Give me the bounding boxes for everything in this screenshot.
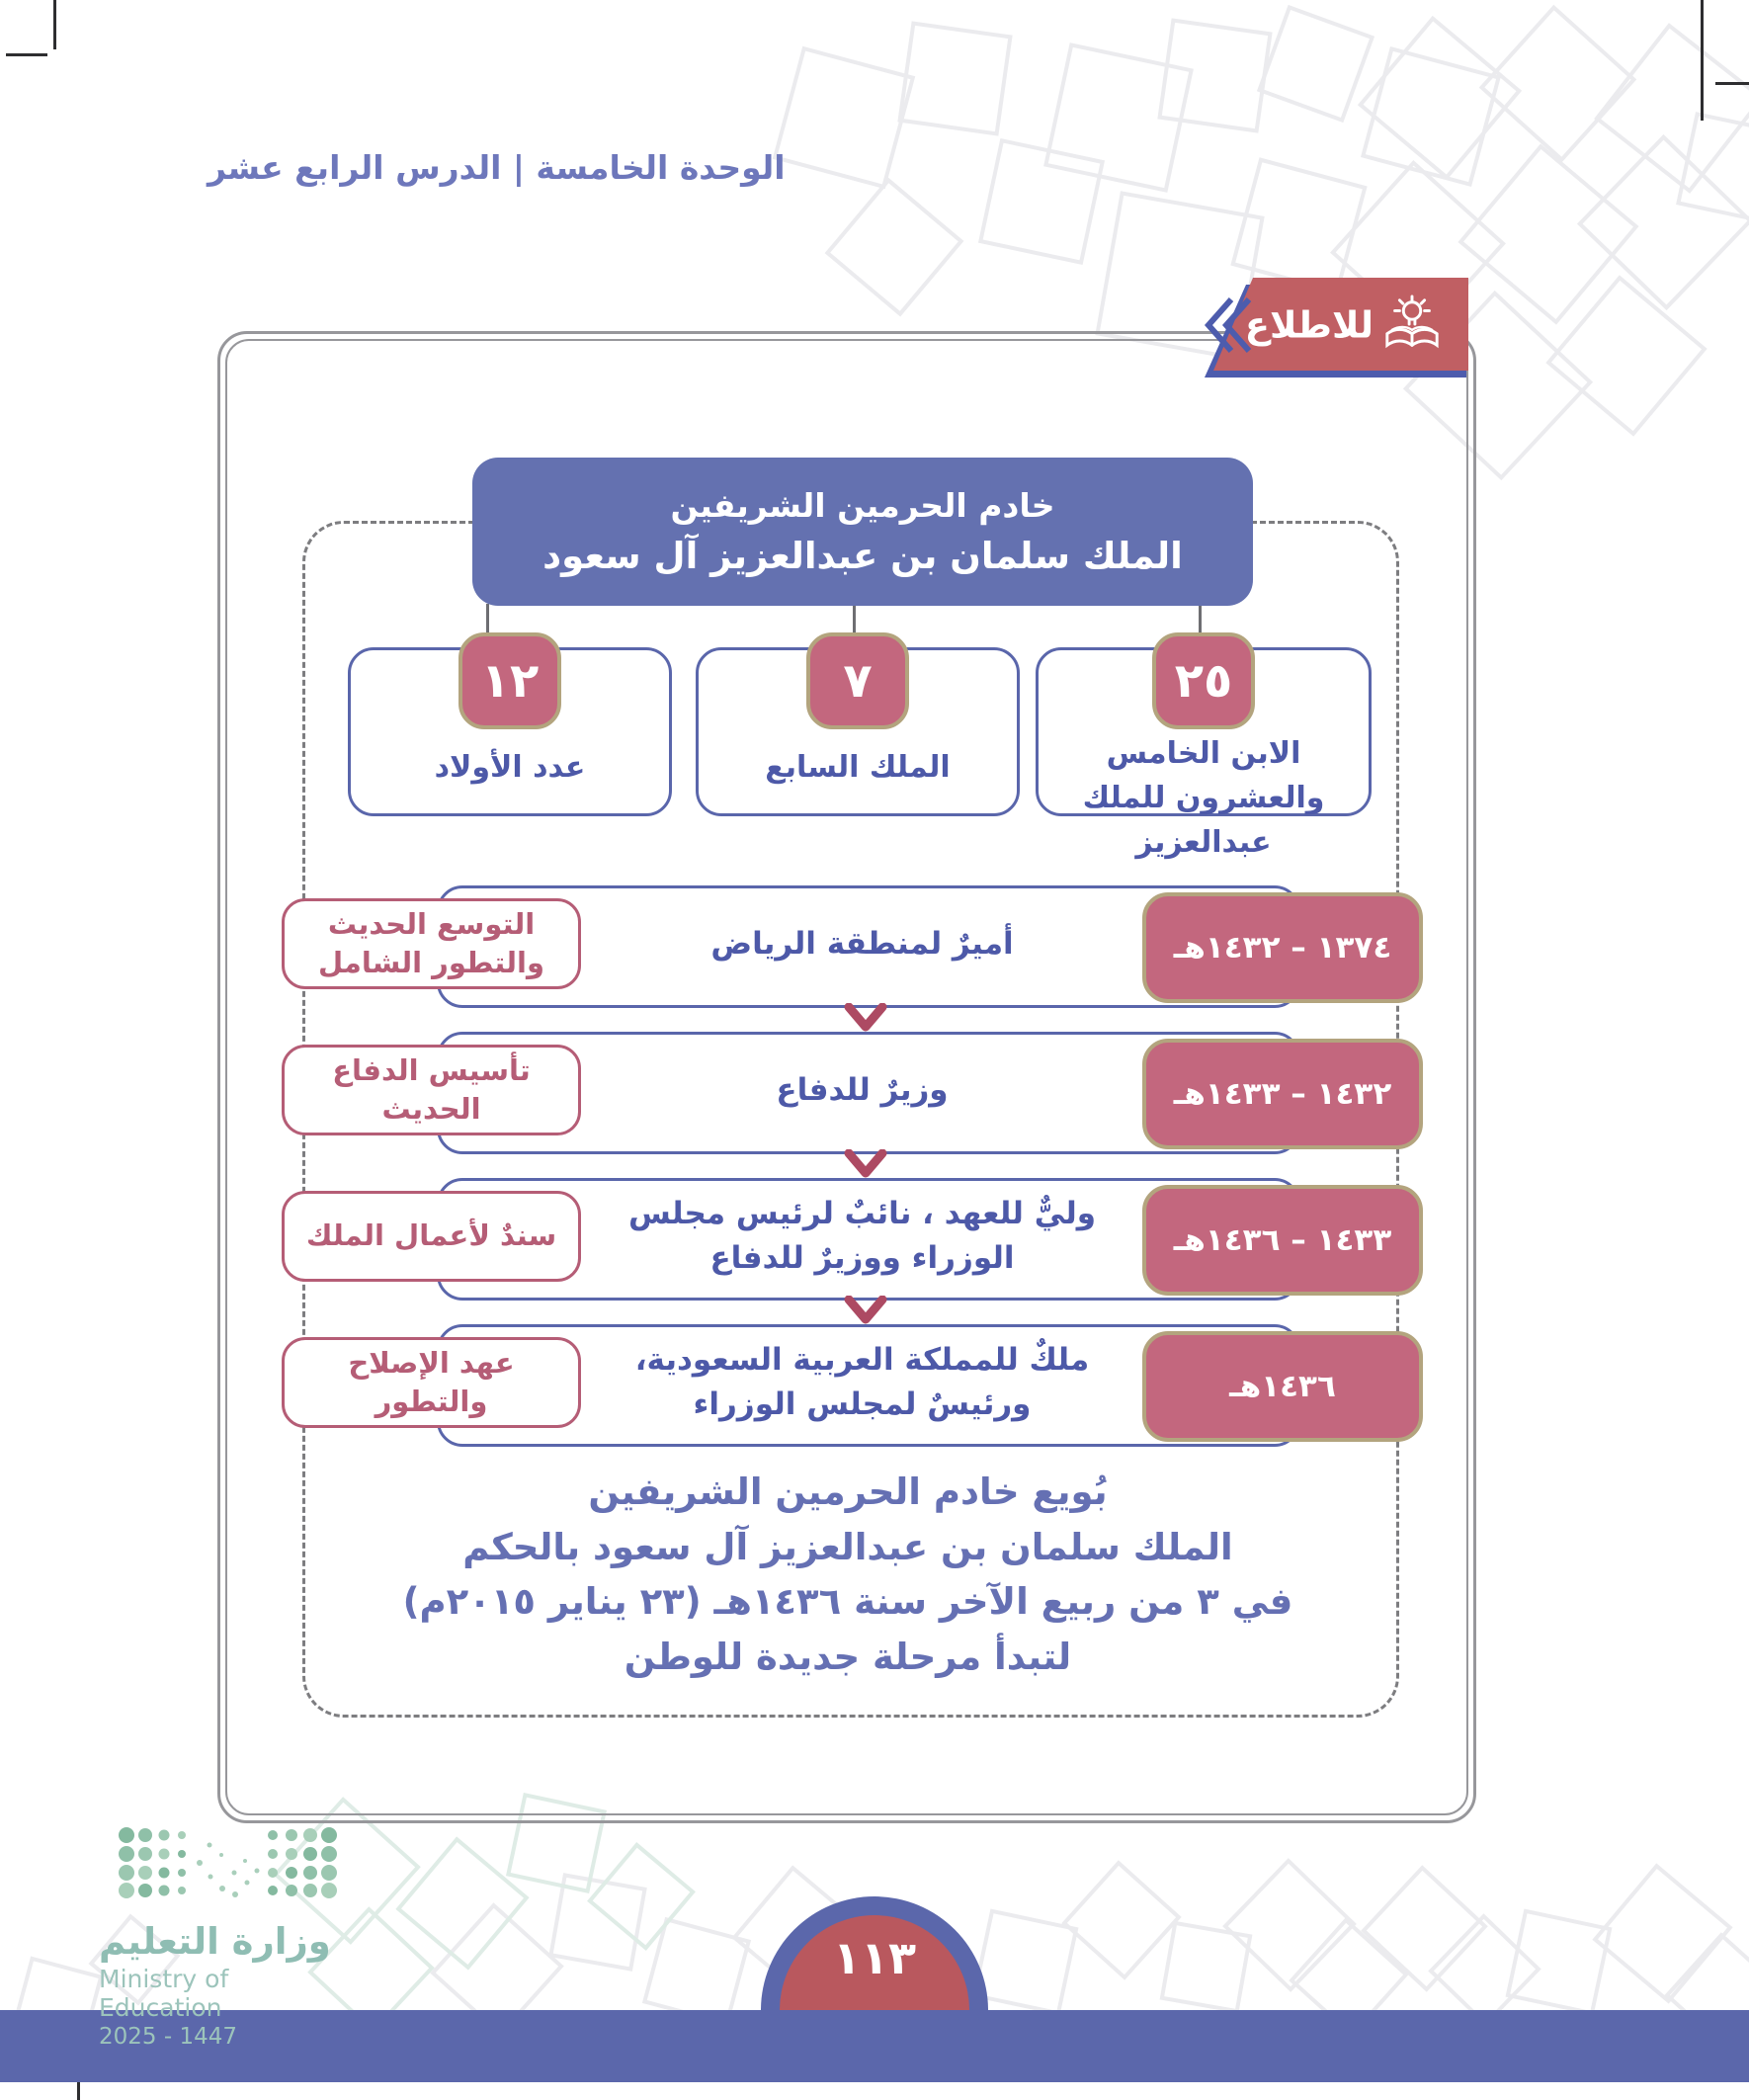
- connector-line: [486, 604, 489, 634]
- era-label-box: التوسع الحديث والتطور الشامل: [282, 898, 581, 989]
- ministry-logo-dots-icon: [119, 1823, 356, 1912]
- down-arrow-icon: [844, 1296, 887, 1325]
- fact-label: الملك السابع: [765, 750, 951, 785]
- era-label-box: تأسيس الدفاع الحديث: [282, 1045, 581, 1135]
- period-badge: ١٣٧٤ – ١٤٣٢هـ: [1142, 892, 1423, 1003]
- conclusion-text: [374, 1465, 1322, 1684]
- lookout-badge: [1213, 278, 1482, 373]
- conclusion-line3: في ٣ من ربيع الآخر سنة ١٤٣٦هـ (٢٣ يناير ٢٠١٥م): [402, 1580, 1293, 1623]
- conclusion-line1: بُويع خادم الحرمين الشريفين: [588, 1470, 1108, 1513]
- period-badge: ١٤٣٢ – ١٤٣٣هـ: [1142, 1039, 1423, 1149]
- ministry-logo-years: 2025 - 1447: [99, 2024, 237, 2050]
- decor-square: [897, 21, 1012, 135]
- down-arrow-icon: [844, 1149, 887, 1179]
- connector-line: [1199, 604, 1202, 634]
- decor-square: [773, 46, 916, 190]
- timeline-row: [282, 1032, 1418, 1148]
- role-text: وزيرٌ للدفاع: [776, 1071, 949, 1108]
- timeline-row: [282, 885, 1418, 1002]
- page-number: ١١٣: [832, 1931, 917, 1984]
- decor-square: [1506, 1909, 1613, 2016]
- lesson-breadcrumb: الوحدة الخامسة | الدرس الرابع عشر: [208, 148, 786, 187]
- decor-square: [825, 178, 964, 317]
- crop-mark-top-right-h: [1715, 82, 1749, 85]
- role-text: أميرٌ لمنطقة الرياض: [710, 925, 1014, 962]
- page-number-disc: [780, 1915, 969, 2010]
- fact-card-son-order: [1036, 647, 1372, 860]
- role-text: ملكٌ للمملكة العربية السعودية، ورئيسٌ لمجلس الوزراء: [634, 1342, 1090, 1422]
- lookout-badge-label: للاطلاع: [1244, 303, 1374, 347]
- crop-mark-top-left: [53, 0, 56, 49]
- king-title-box: [472, 458, 1253, 606]
- timeline-row: [282, 1178, 1418, 1295]
- fact-card-children-count: [348, 647, 672, 816]
- connector-line: [853, 604, 856, 634]
- role-text: وليٌّ للعهد ، نائبٌ لرئيس مجلس الوزراء ووزيرٌ للدفاع: [628, 1196, 1096, 1276]
- fact-card-seventh-king: [696, 647, 1020, 816]
- fact-label: الابن الخامس والعشرون للملك عبدالعزيز: [1082, 736, 1325, 860]
- fact-label: عدد الأولاد: [434, 750, 586, 785]
- period-badge: ١٤٣٦هـ: [1142, 1331, 1423, 1442]
- era-label-box: عهد الإصلاح والتطور: [282, 1337, 581, 1428]
- lightbulb-book-icon: [1381, 294, 1443, 356]
- decor-square: [1061, 1860, 1181, 1979]
- crop-mark-top-left-h: [6, 53, 47, 56]
- king-title-line1: خادم الحرمين الشريفين: [670, 486, 1055, 526]
- era-label-box: سندٌ لأعمال الملك: [282, 1191, 581, 1282]
- fact-value-badge: ٧: [806, 632, 909, 729]
- king-title-line2: الملك سلمان بن عبدالعزيز آل سعود: [542, 534, 1183, 577]
- ministry-name-english: Ministry of Education: [99, 1965, 229, 2022]
- conclusion-line4: لتبدأ مرحلة جديدة للوطن: [624, 1635, 1072, 1678]
- fact-value-badge: ٢٥: [1152, 632, 1255, 729]
- ministry-name-arabic: وزارة التعليم: [99, 1920, 331, 1963]
- crop-mark-top-right: [1701, 0, 1704, 121]
- timeline-row: [282, 1324, 1418, 1441]
- conclusion-line2: الملك سلمان بن عبدالعزيز آل سعود بالحكم: [462, 1525, 1233, 1568]
- down-arrow-icon: [844, 1003, 887, 1033]
- fact-value-badge: ١٢: [458, 632, 561, 729]
- decor-square: [1479, 5, 1637, 163]
- decor-square: [1157, 18, 1272, 132]
- ministry-logo: [99, 1823, 356, 2050]
- period-badge: ١٤٣٣ – ١٤٣٦هـ: [1142, 1185, 1423, 1296]
